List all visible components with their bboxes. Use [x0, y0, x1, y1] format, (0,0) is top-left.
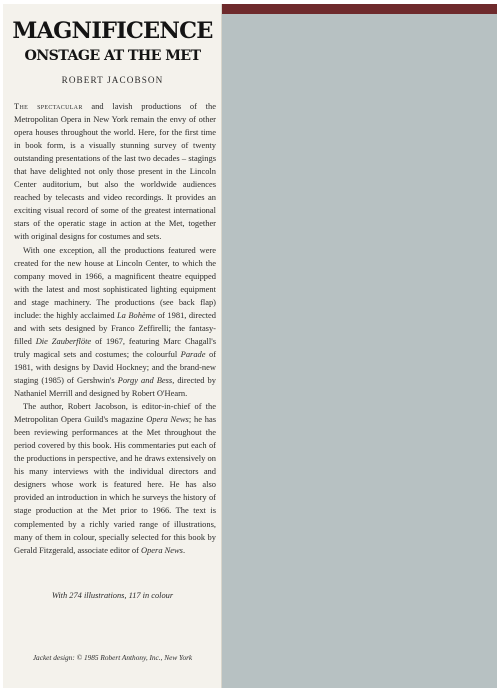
magazine-title: Opera News	[146, 414, 189, 425]
board-top-band	[222, 4, 497, 14]
opera-title: La Bohème	[116, 309, 156, 320]
opera-title: Die Zauberflöte	[35, 335, 92, 346]
jacket-flap	[3, 4, 222, 688]
jacket-credit: Jacket design: © 1985 Robert Anthony, Inc., New York	[32, 653, 193, 662]
description-paragraph-2	[14, 244, 216, 401]
paragraph-text: , directed by Nathaniel Merrill and designed by Robert O'Hearn.	[14, 374, 216, 399]
paragraph-text: of 1981, directed and with sets designed by Franco Zeffirelli; the fantasy-filled	[14, 309, 216, 346]
description-paragraph-3	[14, 400, 216, 557]
paragraph-lead-in: The spectacular	[14, 101, 83, 111]
illustration-count: With 274 illustrations, 117 in colour	[51, 591, 174, 600]
description-paragraph-1	[14, 100, 216, 244]
paragraph-text: of 1981, with designs by David Hockney; and the brand-new staging (1985) of Gershwin's	[14, 348, 217, 385]
flap-description	[14, 100, 216, 557]
paragraph-text: ; he has been reviewing performances at the Met throughout the period covered by this book. His commentaries put each of the productions in perspective, and he draws extensively on his many interviews with the individual directors and designers whose work is featured here. He has also provided an introduction in which he surveys the history of stage production at the Met prior to 1966. The text is complemented by a richly varied range of illustrations, many of them in colour, specially selected for this book by Gerald Fitzgerald, associate editor of	[14, 414, 216, 555]
paragraph-text: With one exception, all the productions featured were created for the new house at Lincoln Center, to which the company moved in 1966, a magnificent theatre equipped with the latest and most sophisticated lighting equipment and stage machinery. The productions (see back flap) include: the highly acclaimed	[14, 244, 216, 320]
opera-title: Porgy and Bess	[117, 374, 173, 385]
paragraph-text: .	[182, 544, 186, 555]
book-author: ROBERT JACOBSON	[61, 75, 164, 85]
book-board	[222, 4, 497, 688]
magazine-title: Opera News	[140, 544, 183, 555]
paragraph-text: of 1967, featuring Marc Chagall's truly magical sets and costumes; the colourful	[14, 335, 217, 359]
opera-title: Parade	[180, 348, 206, 359]
book-subtitle: ONSTAGE AT THE MET	[24, 48, 201, 64]
paragraph-text: and lavish productions of the Metropolitan Opera in New York remain the envy of other opera houses throughout the world. Here, for the first time in book form, is a visually stunning survey of twenty outstanding presentations of the last two decades – stagings that have delighted not only those present in the Lincoln Center auditorium, but also the worldwide audiences reached by telecasts and video recordings. It provides an exciting visual record of some of the greatest international stars of the operatic stage in action at the Met, together with original designs for costumes and sets.	[14, 101, 216, 242]
book-title: MAGNIFICENCE	[12, 18, 213, 44]
paragraph-text: The author, Robert Jacobson, is editor-in-chief of the Metropolitan Opera Guild's magazine	[14, 401, 216, 425]
